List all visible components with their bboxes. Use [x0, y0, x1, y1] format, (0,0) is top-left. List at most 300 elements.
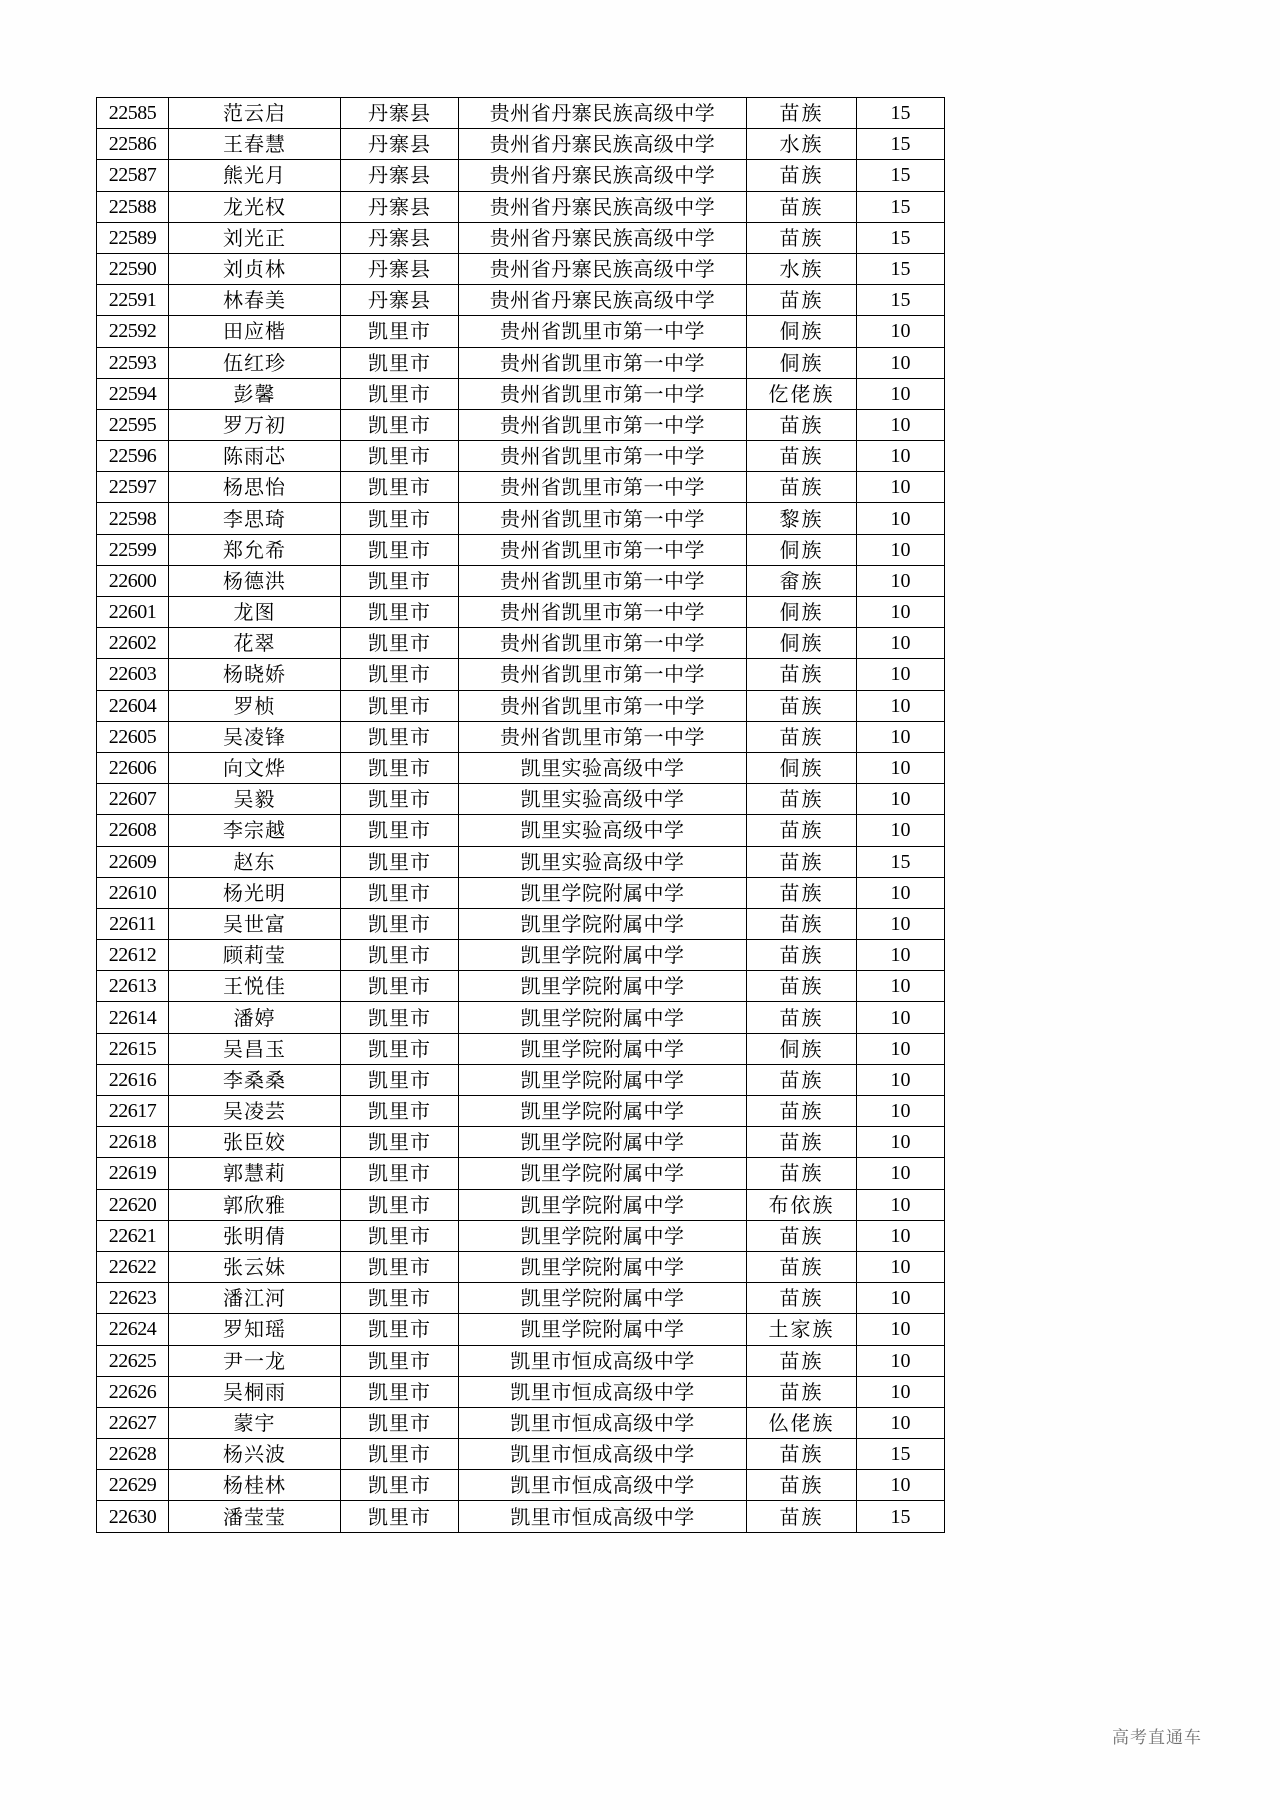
cell-id: 22586	[97, 129, 169, 160]
table-row	[97, 597, 945, 628]
cell-ethnicity: 水族	[747, 253, 857, 284]
table-row	[97, 409, 945, 440]
cell-county: 丹寨县	[341, 285, 459, 316]
cell-name: 罗知瑶	[169, 1314, 341, 1345]
cell-school: 凯里学院附属中学	[459, 908, 747, 939]
cell-id: 22615	[97, 1033, 169, 1064]
cell-id: 22619	[97, 1158, 169, 1189]
cell-points: 10	[857, 565, 945, 596]
cell-name: 吴昌玉	[169, 1033, 341, 1064]
cell-school: 贵州省丹寨民族高级中学	[459, 285, 747, 316]
cell-points: 10	[857, 1189, 945, 1220]
cell-name: 杨桂林	[169, 1470, 341, 1501]
cell-county: 凯里市	[341, 690, 459, 721]
cell-id: 22594	[97, 378, 169, 409]
table-row	[97, 98, 945, 129]
cell-points: 10	[857, 1096, 945, 1127]
cell-name: 熊光月	[169, 160, 341, 191]
cell-name: 郭欣雅	[169, 1189, 341, 1220]
cell-county: 凯里市	[341, 534, 459, 565]
cell-ethnicity: 苗族	[747, 971, 857, 1002]
cell-ethnicity: 苗族	[747, 815, 857, 846]
cell-name: 龙光权	[169, 191, 341, 222]
cell-school: 贵州省凯里市第一中学	[459, 472, 747, 503]
cell-name: 彭馨	[169, 378, 341, 409]
cell-ethnicity: 侗族	[747, 347, 857, 378]
cell-name: 吴凌锋	[169, 721, 341, 752]
table-row	[97, 846, 945, 877]
cell-id: 22588	[97, 191, 169, 222]
cell-name: 刘光正	[169, 222, 341, 253]
cell-id: 22625	[97, 1345, 169, 1376]
cell-county: 凯里市	[341, 409, 459, 440]
cell-ethnicity: 苗族	[747, 659, 857, 690]
table-row	[97, 565, 945, 596]
candidate-roster-table	[96, 97, 945, 1533]
cell-school: 凯里市恒成高级中学	[459, 1376, 747, 1407]
cell-id: 22599	[97, 534, 169, 565]
cell-county: 凯里市	[341, 752, 459, 783]
cell-ethnicity: 苗族	[747, 1283, 857, 1314]
cell-ethnicity: 苗族	[747, 784, 857, 815]
cell-name: 尹一龙	[169, 1345, 341, 1376]
cell-points: 15	[857, 253, 945, 284]
table-row	[97, 1158, 945, 1189]
cell-school: 贵州省凯里市第一中学	[459, 721, 747, 752]
table-row	[97, 1220, 945, 1251]
cell-school: 贵州省凯里市第一中学	[459, 441, 747, 472]
cell-name: 潘婷	[169, 1002, 341, 1033]
cell-id: 22601	[97, 597, 169, 628]
table-row	[97, 285, 945, 316]
cell-county: 凯里市	[341, 1283, 459, 1314]
cell-county: 凯里市	[341, 1407, 459, 1438]
cell-id: 22612	[97, 940, 169, 971]
cell-school: 凯里市恒成高级中学	[459, 1470, 747, 1501]
cell-school: 凯里实验高级中学	[459, 846, 747, 877]
cell-id: 22598	[97, 503, 169, 534]
cell-name: 向文烨	[169, 752, 341, 783]
cell-id: 22618	[97, 1127, 169, 1158]
table-row	[97, 1002, 945, 1033]
cell-county: 凯里市	[341, 877, 459, 908]
cell-ethnicity: 苗族	[747, 1251, 857, 1282]
cell-ethnicity: 畲族	[747, 565, 857, 596]
cell-ethnicity: 布依族	[747, 1189, 857, 1220]
cell-id: 22626	[97, 1376, 169, 1407]
table-row	[97, 690, 945, 721]
cell-name: 杨德洪	[169, 565, 341, 596]
table-row	[97, 1127, 945, 1158]
cell-points: 10	[857, 1033, 945, 1064]
table-row	[97, 1283, 945, 1314]
cell-points: 10	[857, 1345, 945, 1376]
cell-points: 10	[857, 1220, 945, 1251]
cell-name: 郭慧莉	[169, 1158, 341, 1189]
cell-ethnicity: 侗族	[747, 597, 857, 628]
table-row	[97, 877, 945, 908]
table-row	[97, 940, 945, 971]
cell-name: 吴桐雨	[169, 1376, 341, 1407]
cell-ethnicity: 苗族	[747, 1439, 857, 1470]
cell-name: 罗万初	[169, 409, 341, 440]
cell-ethnicity: 苗族	[747, 690, 857, 721]
table-row	[97, 1033, 945, 1064]
cell-ethnicity: 苗族	[747, 409, 857, 440]
cell-county: 凯里市	[341, 1002, 459, 1033]
cell-school: 凯里学院附属中学	[459, 1314, 747, 1345]
cell-ethnicity: 苗族	[747, 472, 857, 503]
cell-points: 10	[857, 1314, 945, 1345]
cell-ethnicity: 苗族	[747, 940, 857, 971]
cell-county: 凯里市	[341, 347, 459, 378]
cell-id: 22627	[97, 1407, 169, 1438]
cell-id: 22613	[97, 971, 169, 1002]
cell-county: 丹寨县	[341, 253, 459, 284]
cell-name: 杨光明	[169, 877, 341, 908]
cell-points: 10	[857, 721, 945, 752]
cell-school: 贵州省凯里市第一中学	[459, 659, 747, 690]
cell-ethnicity: 苗族	[747, 160, 857, 191]
cell-points: 10	[857, 659, 945, 690]
cell-id: 22596	[97, 441, 169, 472]
cell-school: 凯里市恒成高级中学	[459, 1407, 747, 1438]
cell-id: 22614	[97, 1002, 169, 1033]
cell-id: 22616	[97, 1064, 169, 1095]
cell-points: 10	[857, 534, 945, 565]
cell-id: 22622	[97, 1251, 169, 1282]
cell-id: 22589	[97, 222, 169, 253]
cell-ethnicity: 苗族	[747, 222, 857, 253]
cell-points: 10	[857, 877, 945, 908]
cell-ethnicity: 苗族	[747, 1470, 857, 1501]
cell-county: 丹寨县	[341, 222, 459, 253]
table-row	[97, 1189, 945, 1220]
cell-ethnicity: 苗族	[747, 1002, 857, 1033]
table-row	[97, 347, 945, 378]
cell-county: 凯里市	[341, 1064, 459, 1095]
cell-name: 杨晓娇	[169, 659, 341, 690]
cell-name: 林春美	[169, 285, 341, 316]
cell-id: 22591	[97, 285, 169, 316]
cell-ethnicity: 侗族	[747, 628, 857, 659]
cell-school: 贵州省丹寨民族高级中学	[459, 129, 747, 160]
cell-county: 凯里市	[341, 940, 459, 971]
cell-county: 凯里市	[341, 815, 459, 846]
table-row	[97, 160, 945, 191]
cell-school: 凯里学院附属中学	[459, 1127, 747, 1158]
cell-id: 22606	[97, 752, 169, 783]
cell-points: 10	[857, 1251, 945, 1282]
cell-county: 凯里市	[341, 846, 459, 877]
cell-county: 丹寨县	[341, 191, 459, 222]
cell-school: 贵州省凯里市第一中学	[459, 378, 747, 409]
cell-ethnicity: 苗族	[747, 1501, 857, 1532]
cell-name: 陈雨芯	[169, 441, 341, 472]
cell-name: 刘贞林	[169, 253, 341, 284]
cell-school: 凯里学院附属中学	[459, 877, 747, 908]
cell-county: 凯里市	[341, 1158, 459, 1189]
cell-name: 吴毅	[169, 784, 341, 815]
cell-name: 罗桢	[169, 690, 341, 721]
cell-id: 22600	[97, 565, 169, 596]
cell-ethnicity: 土家族	[747, 1314, 857, 1345]
table-row	[97, 1407, 945, 1438]
cell-id: 22608	[97, 815, 169, 846]
cell-points: 15	[857, 1501, 945, 1532]
roster-table-body	[97, 98, 945, 1533]
cell-name: 李思琦	[169, 503, 341, 534]
cell-county: 凯里市	[341, 1096, 459, 1127]
table-row	[97, 191, 945, 222]
cell-name: 张云妹	[169, 1251, 341, 1282]
cell-points: 10	[857, 1470, 945, 1501]
cell-school: 凯里学院附属中学	[459, 971, 747, 1002]
cell-county: 凯里市	[341, 1345, 459, 1376]
cell-name: 赵东	[169, 846, 341, 877]
cell-county: 丹寨县	[341, 160, 459, 191]
cell-county: 丹寨县	[341, 98, 459, 129]
table-row	[97, 378, 945, 409]
cell-ethnicity: 苗族	[747, 1220, 857, 1251]
cell-county: 凯里市	[341, 1439, 459, 1470]
cell-points: 10	[857, 1376, 945, 1407]
cell-ethnicity: 苗族	[747, 721, 857, 752]
cell-points: 10	[857, 378, 945, 409]
cell-ethnicity: 侗族	[747, 752, 857, 783]
cell-name: 张臣姣	[169, 1127, 341, 1158]
cell-county: 凯里市	[341, 565, 459, 596]
cell-school: 贵州省凯里市第一中学	[459, 628, 747, 659]
cell-ethnicity: 苗族	[747, 1345, 857, 1376]
cell-name: 张明倩	[169, 1220, 341, 1251]
cell-ethnicity: 仫佬族	[747, 1407, 857, 1438]
cell-id: 22621	[97, 1220, 169, 1251]
cell-id: 22630	[97, 1501, 169, 1532]
cell-id: 22604	[97, 690, 169, 721]
cell-points: 10	[857, 441, 945, 472]
table-row	[97, 441, 945, 472]
cell-school: 凯里学院附属中学	[459, 1251, 747, 1282]
cell-county: 凯里市	[341, 1501, 459, 1532]
table-row	[97, 815, 945, 846]
cell-county: 凯里市	[341, 1251, 459, 1282]
cell-points: 15	[857, 1439, 945, 1470]
cell-ethnicity: 仡佬族	[747, 378, 857, 409]
cell-points: 15	[857, 222, 945, 253]
cell-id: 22597	[97, 472, 169, 503]
cell-ethnicity: 水族	[747, 129, 857, 160]
cell-ethnicity: 苗族	[747, 1096, 857, 1127]
cell-school: 贵州省凯里市第一中学	[459, 347, 747, 378]
cell-points: 10	[857, 940, 945, 971]
cell-school: 凯里学院附属中学	[459, 1220, 747, 1251]
table-row	[97, 659, 945, 690]
cell-school: 贵州省丹寨民族高级中学	[459, 191, 747, 222]
cell-id: 22623	[97, 1283, 169, 1314]
cell-school: 贵州省凯里市第一中学	[459, 534, 747, 565]
cell-points: 10	[857, 347, 945, 378]
cell-id: 22620	[97, 1189, 169, 1220]
cell-ethnicity: 苗族	[747, 1376, 857, 1407]
cell-points: 10	[857, 752, 945, 783]
cell-county: 凯里市	[341, 1127, 459, 1158]
cell-id: 22593	[97, 347, 169, 378]
cell-school: 凯里学院附属中学	[459, 1002, 747, 1033]
cell-county: 凯里市	[341, 378, 459, 409]
cell-county: 凯里市	[341, 1470, 459, 1501]
cell-name: 田应楷	[169, 316, 341, 347]
cell-school: 贵州省凯里市第一中学	[459, 409, 747, 440]
cell-points: 10	[857, 1283, 945, 1314]
cell-points: 10	[857, 1127, 945, 1158]
cell-school: 贵州省凯里市第一中学	[459, 597, 747, 628]
table-row	[97, 1501, 945, 1532]
cell-school: 贵州省凯里市第一中学	[459, 565, 747, 596]
cell-school: 贵州省丹寨民族高级中学	[459, 98, 747, 129]
cell-id: 22607	[97, 784, 169, 815]
cell-county: 凯里市	[341, 472, 459, 503]
cell-school: 凯里学院附属中学	[459, 1096, 747, 1127]
cell-points: 15	[857, 846, 945, 877]
cell-points: 10	[857, 815, 945, 846]
cell-ethnicity: 苗族	[747, 877, 857, 908]
cell-school: 凯里学院附属中学	[459, 1033, 747, 1064]
cell-id: 22590	[97, 253, 169, 284]
cell-county: 凯里市	[341, 441, 459, 472]
cell-name: 潘莹莹	[169, 1501, 341, 1532]
cell-name: 王春慧	[169, 129, 341, 160]
table-row	[97, 971, 945, 1002]
cell-points: 10	[857, 628, 945, 659]
cell-ethnicity: 侗族	[747, 534, 857, 565]
table-row	[97, 628, 945, 659]
cell-name: 范云启	[169, 98, 341, 129]
table-row	[97, 222, 945, 253]
cell-county: 凯里市	[341, 1220, 459, 1251]
cell-id: 22628	[97, 1439, 169, 1470]
cell-ethnicity: 苗族	[747, 846, 857, 877]
cell-county: 丹寨县	[341, 129, 459, 160]
cell-id: 22603	[97, 659, 169, 690]
cell-ethnicity: 黎族	[747, 503, 857, 534]
table-row	[97, 1439, 945, 1470]
cell-school: 凯里市恒成高级中学	[459, 1345, 747, 1376]
cell-county: 凯里市	[341, 659, 459, 690]
cell-school: 贵州省丹寨民族高级中学	[459, 222, 747, 253]
table-row	[97, 721, 945, 752]
cell-school: 贵州省丹寨民族高级中学	[459, 160, 747, 191]
table-row	[97, 534, 945, 565]
cell-points: 10	[857, 409, 945, 440]
cell-name: 顾莉莹	[169, 940, 341, 971]
cell-county: 凯里市	[341, 1033, 459, 1064]
cell-name: 杨兴波	[169, 1439, 341, 1470]
cell-county: 凯里市	[341, 1314, 459, 1345]
cell-points: 10	[857, 503, 945, 534]
cell-id: 22595	[97, 409, 169, 440]
cell-id: 22592	[97, 316, 169, 347]
cell-school: 凯里实验高级中学	[459, 815, 747, 846]
table-row	[97, 1470, 945, 1501]
cell-ethnicity: 苗族	[747, 98, 857, 129]
table-row	[97, 1064, 945, 1095]
cell-name: 吴凌芸	[169, 1096, 341, 1127]
cell-id: 22624	[97, 1314, 169, 1345]
cell-id: 22609	[97, 846, 169, 877]
cell-ethnicity: 苗族	[747, 1158, 857, 1189]
roster-table-container	[96, 97, 944, 1533]
cell-points: 10	[857, 472, 945, 503]
cell-county: 凯里市	[341, 721, 459, 752]
cell-points: 10	[857, 971, 945, 1002]
cell-points: 15	[857, 129, 945, 160]
cell-school: 凯里市恒成高级中学	[459, 1439, 747, 1470]
cell-name: 李桑桑	[169, 1064, 341, 1095]
cell-ethnicity: 苗族	[747, 441, 857, 472]
cell-county: 凯里市	[341, 597, 459, 628]
cell-school: 贵州省凯里市第一中学	[459, 503, 747, 534]
cell-points: 10	[857, 1407, 945, 1438]
table-row	[97, 472, 945, 503]
cell-points: 15	[857, 191, 945, 222]
cell-id: 22611	[97, 908, 169, 939]
cell-points: 10	[857, 1158, 945, 1189]
cell-county: 凯里市	[341, 784, 459, 815]
cell-points: 10	[857, 784, 945, 815]
cell-ethnicity: 苗族	[747, 285, 857, 316]
table-row	[97, 752, 945, 783]
cell-ethnicity: 苗族	[747, 908, 857, 939]
table-row	[97, 784, 945, 815]
table-row	[97, 1314, 945, 1345]
cell-name: 潘江河	[169, 1283, 341, 1314]
cell-county: 凯里市	[341, 503, 459, 534]
cell-id: 22585	[97, 98, 169, 129]
cell-ethnicity: 苗族	[747, 191, 857, 222]
cell-county: 凯里市	[341, 628, 459, 659]
table-row	[97, 908, 945, 939]
cell-school: 凯里实验高级中学	[459, 784, 747, 815]
cell-id: 22587	[97, 160, 169, 191]
cell-points: 15	[857, 285, 945, 316]
table-row	[97, 1376, 945, 1407]
cell-county: 凯里市	[341, 908, 459, 939]
table-row	[97, 503, 945, 534]
cell-school: 凯里学院附属中学	[459, 1283, 747, 1314]
cell-points: 10	[857, 690, 945, 721]
cell-points: 10	[857, 908, 945, 939]
cell-points: 15	[857, 160, 945, 191]
table-row	[97, 253, 945, 284]
cell-id: 22602	[97, 628, 169, 659]
cell-county: 凯里市	[341, 1376, 459, 1407]
cell-points: 10	[857, 316, 945, 347]
cell-name: 花翠	[169, 628, 341, 659]
cell-county: 凯里市	[341, 316, 459, 347]
cell-name: 王悦佳	[169, 971, 341, 1002]
cell-points: 10	[857, 1064, 945, 1095]
cell-school: 凯里学院附属中学	[459, 1158, 747, 1189]
cell-name: 郑允希	[169, 534, 341, 565]
cell-school: 凯里学院附属中学	[459, 1064, 747, 1095]
cell-id: 22617	[97, 1096, 169, 1127]
table-row	[97, 129, 945, 160]
cell-ethnicity: 侗族	[747, 316, 857, 347]
cell-id: 22610	[97, 877, 169, 908]
cell-name: 龙图	[169, 597, 341, 628]
cell-county: 凯里市	[341, 971, 459, 1002]
